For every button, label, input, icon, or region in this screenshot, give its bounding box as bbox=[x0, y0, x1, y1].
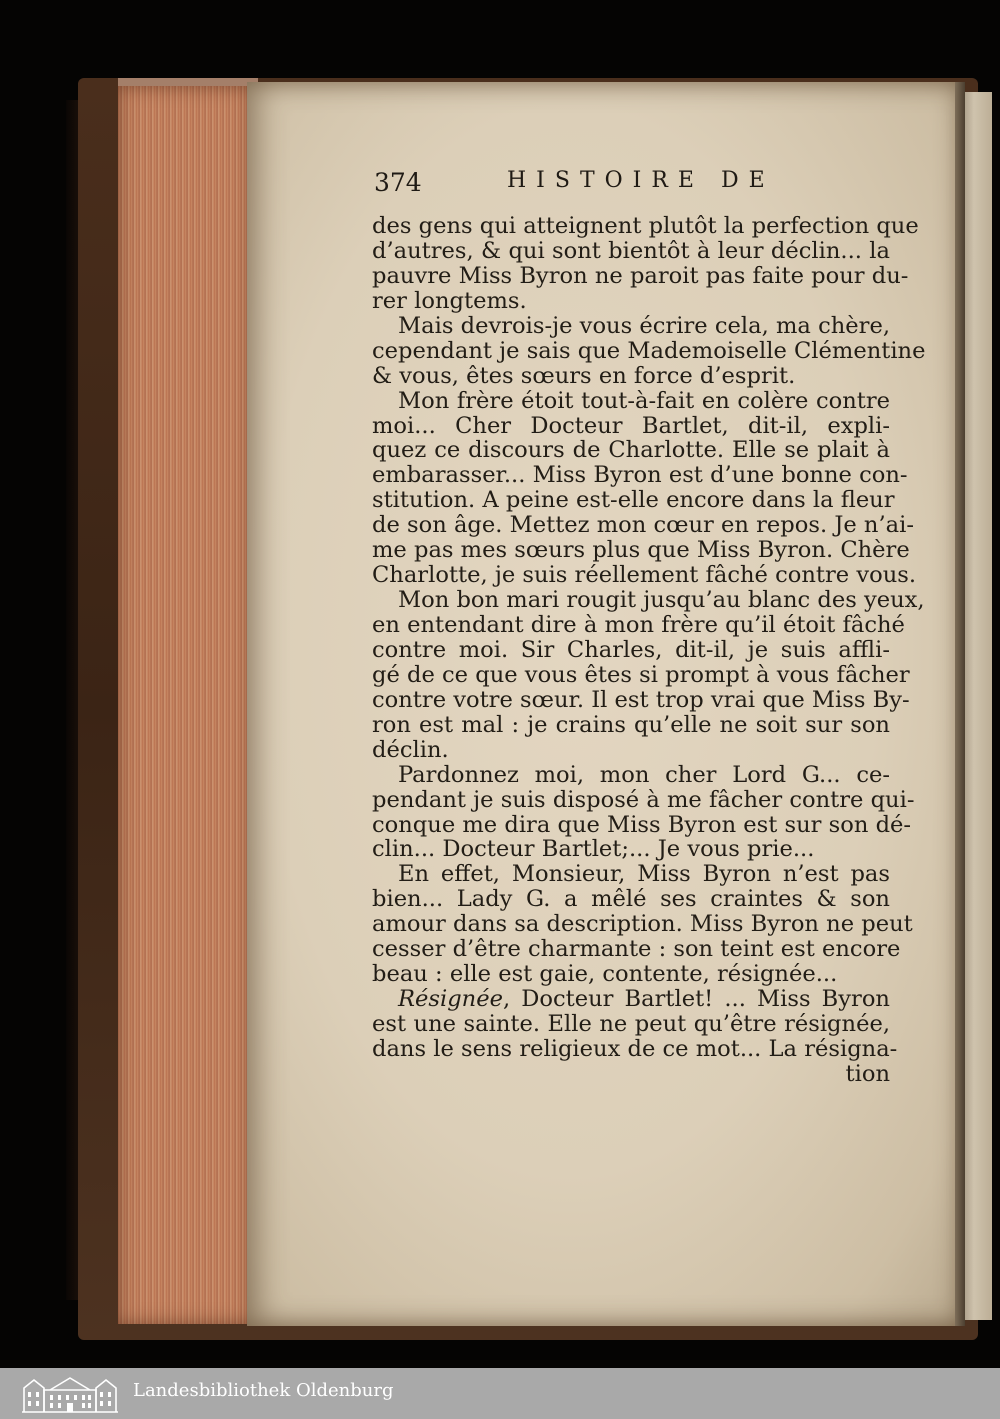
page-header bbox=[374, 168, 894, 202]
page-number: 374 bbox=[374, 168, 422, 197]
text-line: cesser d’être charmante : son teint est encore bbox=[372, 936, 901, 963]
text-line: est une sainte. Elle ne peut qu’être résignée, bbox=[372, 1011, 890, 1037]
text-line bbox=[372, 987, 890, 1012]
facing-page-edge bbox=[962, 92, 992, 1320]
text-line: me pas mes sœurs plus que Miss Byron. Chère bbox=[372, 537, 910, 564]
text-line: amour dans sa description. Miss Byron ne peut bbox=[372, 911, 913, 938]
text-line: Mais devrois-je vous écrire cela, ma chère, bbox=[398, 312, 890, 339]
catchword: tion bbox=[845, 1060, 890, 1087]
text-line: clin... Docteur Bartlet;... Je vous prie... bbox=[372, 836, 815, 863]
italic-word: Résignée bbox=[398, 986, 503, 1013]
text-line: dans le sens religieux de ce mot... La résigna- bbox=[372, 1035, 898, 1062]
page-edges bbox=[118, 86, 255, 1324]
library-name: Landesbibliothek Oldenburg bbox=[133, 1380, 394, 1401]
text-line: en entendant dire à mon frère qu’il étoit fâché bbox=[372, 612, 905, 638]
text-line: contre votre sœur. Il est trop vrai que Miss By- bbox=[372, 686, 910, 713]
text-line: pendant je suis disposé à me fâcher contre qui- bbox=[372, 786, 915, 813]
text-line: & vous, êtes sœurs en force d’esprit. bbox=[372, 362, 796, 389]
text-line: gé de ce que vous êtes si prompt à vous fâcher bbox=[372, 661, 910, 688]
text-line: conque me dira que Miss Byron est sur son dé- bbox=[372, 811, 912, 838]
text-line: contre moi. Sir Charles, dit-il, je suis affli- bbox=[372, 636, 890, 663]
text-line-rest: , Docteur Bartlet! ... Miss Byron bbox=[502, 986, 890, 1013]
text-line: En effet, Monsieur, Miss Byron n’est pas bbox=[398, 861, 890, 888]
text-line: pauvre Miss Byron ne paroit pas faite pour du- bbox=[372, 262, 909, 289]
text-line: d’autres, & qui sont bientôt à leur déclin... la bbox=[372, 237, 890, 264]
text-line: Mon bon mari rougit jusqu’au blanc des yeux, bbox=[398, 587, 925, 614]
library-building-icon bbox=[20, 1374, 120, 1414]
gutter-shadow bbox=[955, 82, 965, 1326]
text-line: stitution. A peine est-elle encore dans la fleur bbox=[372, 487, 895, 514]
text-line: de son âge. Mettez mon cœur en repos. Je n’ai- bbox=[372, 512, 914, 539]
text-line: ron est mal : je crains qu’elle ne soit sur son bbox=[372, 711, 890, 738]
text-line: quez ce discours de Charlotte. Elle se plait à bbox=[372, 437, 890, 464]
text-line: embarasser... Miss Byron est d’une bonne con- bbox=[372, 462, 908, 489]
running-title: HISTOIRE DE bbox=[507, 168, 775, 193]
text-line: des gens qui atteignent plutôt la perfection que bbox=[372, 213, 919, 239]
text-line: bien... Lady G. a mêlé ses craintes & son bbox=[372, 886, 890, 913]
text-line: déclin. bbox=[372, 736, 449, 763]
text-line: moi... Cher Docteur Bartlet, dit-il, expli- bbox=[372, 412, 890, 439]
library-footer bbox=[0, 1368, 1000, 1419]
text-line: Mon frère étoit tout-à-fait en colère contre bbox=[398, 387, 890, 414]
text-line: beau : elle est gaie, contente, résignée... bbox=[372, 961, 838, 988]
text-line: Pardonnez moi, mon cher Lord G... ce- bbox=[398, 761, 890, 788]
text-line: rer longtems. bbox=[372, 287, 527, 314]
page-body-text bbox=[372, 213, 926, 1087]
text-line: Charlotte, je suis réellement fâché contre vous. bbox=[372, 562, 917, 589]
text-line: cependant je sais que Mademoiselle Clémentine bbox=[372, 337, 926, 364]
